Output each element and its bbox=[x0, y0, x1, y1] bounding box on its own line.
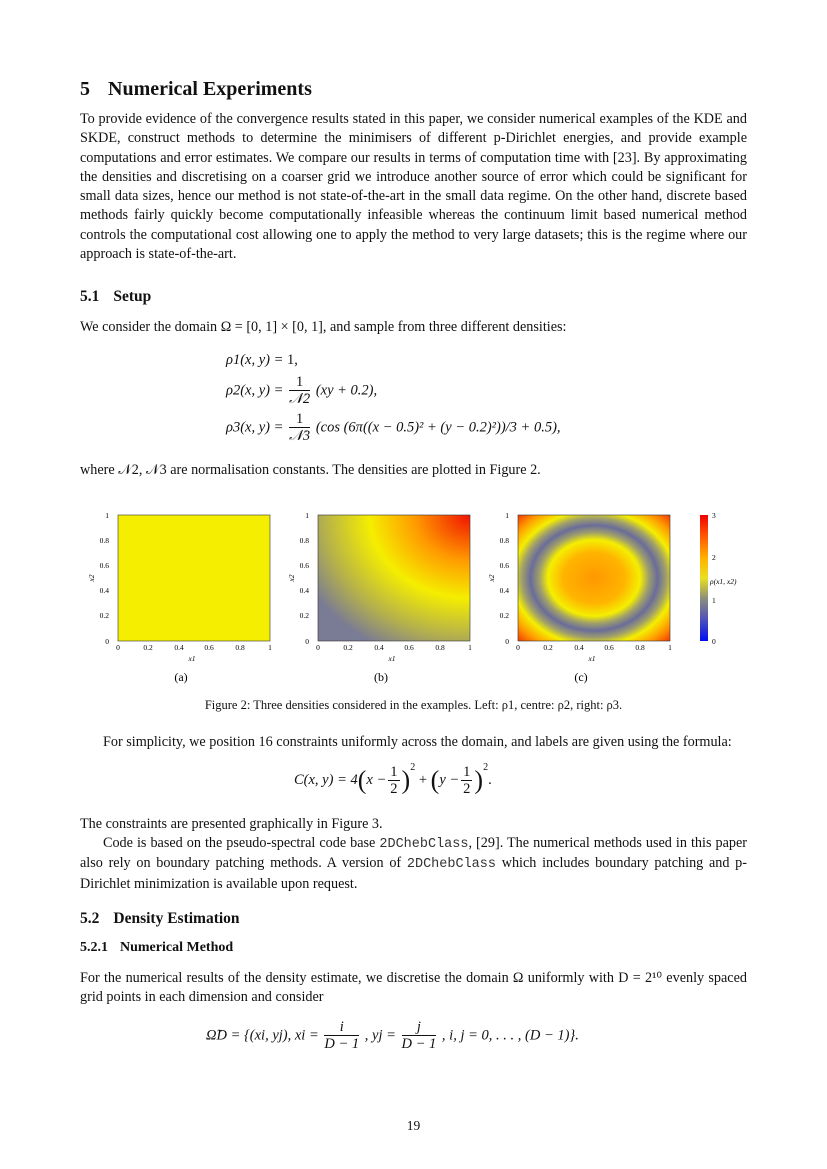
subsection-density-heading bbox=[80, 910, 240, 928]
grid-rhs: , i, j = 0, . . . , (D − 1)}. bbox=[441, 1027, 579, 1044]
a-ytick-04: 0.4 bbox=[99, 586, 109, 595]
subsection-setup-title: Setup bbox=[113, 288, 152, 305]
c-xlabel: x1 bbox=[588, 654, 596, 663]
panel-a bbox=[87, 511, 272, 684]
code-text-3: which includes boundary patching and p-Dirichlet minimization is available upon request. bbox=[80, 855, 747, 892]
b-xtick-08: 0.8 bbox=[435, 643, 445, 652]
b-xtick-0: 0 bbox=[316, 643, 320, 652]
panel-c-heatmap bbox=[518, 515, 670, 641]
method-sentence: For the numerical results of the density estimate, we discretise the domain Ω uniformly with D = 2¹⁰ evenly spaced grid points in each dimension and consider bbox=[80, 970, 747, 1006]
c-xtick-06: 0.6 bbox=[604, 643, 614, 652]
colorbar-label: ρ(x1, x2) bbox=[710, 577, 737, 586]
c-ytick-02: 0.2 bbox=[499, 611, 509, 620]
c-xtick-02: 0.2 bbox=[543, 643, 553, 652]
a-xtick-06: 0.6 bbox=[204, 643, 214, 652]
a-xtick-1: 1 bbox=[268, 643, 272, 652]
grid-frac-j-num: j bbox=[402, 1020, 437, 1036]
a-xtick-08: 0.8 bbox=[235, 643, 245, 652]
c-frac-2-den: 2 bbox=[463, 780, 471, 797]
a-xtick-02: 0.2 bbox=[143, 643, 153, 652]
c-frac-2-num: 1 bbox=[463, 763, 471, 780]
rho3-rhs: (cos (6π((x − 0.5)² + (y − 0.2)²))/3 + 0.5), bbox=[315, 419, 561, 436]
figure-2 bbox=[80, 505, 750, 690]
a-xtick-0: 0 bbox=[116, 643, 120, 652]
a-ytick-08: 0.8 bbox=[99, 536, 109, 545]
c-ytick-04: 0.4 bbox=[499, 586, 509, 595]
c-frac-1 bbox=[388, 765, 399, 797]
subsection-density-title: Density Estimation bbox=[113, 910, 240, 927]
code-text-2: , [29]. The numerical methods used in this paper also rely on boundary patching methods. A version of bbox=[80, 835, 747, 872]
b-xlabel: x1 bbox=[388, 654, 396, 663]
b-ytick-0: 0 bbox=[305, 637, 309, 646]
c-ytick-1: 1 bbox=[505, 511, 509, 520]
rho2-denominator: 𝒩2 bbox=[289, 391, 311, 407]
grid-mid: , yj = bbox=[364, 1027, 396, 1044]
b-xtick-02: 0.2 bbox=[343, 643, 353, 652]
subsection-setup-heading bbox=[80, 288, 151, 306]
intro-paragraph: To provide evidence of the convergence results stated in this paper, we consider numerical examples of the KDE and SKDE, construct methods to determine the minimisers of different p-Dirichlet energies, and provide example computations and error estimates. We compare our results in terms of computation time with [23]. By approximating the densities and discretising on a coarser grid we introduce another source of error which could be significant for small data sizes, hence our method is not state-of-the-art in the small data regime. On the other hand, discrete based methods fairly quickly become computationally infeasible whereas the continuum limit based numerical method controls the computational cost allowing one to apply the method to very large datasets; this is the regime where our approach is state-of-the-art. bbox=[80, 111, 747, 263]
colorbar-tick-1: 1 bbox=[712, 596, 716, 605]
code-name-1: 2DChebClass bbox=[379, 837, 469, 852]
b-ytick-06: 0.6 bbox=[299, 561, 309, 570]
subsubsection-method-heading bbox=[80, 940, 233, 956]
grid-lhs: Ω̃D = {(xi, yj), xi = bbox=[206, 1027, 319, 1044]
code-text-1: Code is based on the pseudo-spectral code base bbox=[103, 835, 380, 851]
code-paragraph bbox=[80, 834, 747, 894]
subfigure-label-c: (c) bbox=[574, 670, 588, 684]
section-title: Numerical Experiments bbox=[108, 78, 312, 100]
b-ytick-1: 1 bbox=[305, 511, 309, 520]
c-ytick-0: 0 bbox=[505, 637, 509, 646]
b-xtick-04: 0.4 bbox=[374, 643, 384, 652]
a-ytick-02: 0.2 bbox=[99, 611, 109, 620]
b-ytick-02: 0.2 bbox=[299, 611, 309, 620]
grid-frac-i-den: D − 1 bbox=[324, 1036, 360, 1052]
rho2-rhs: (xy + 0.2), bbox=[315, 382, 378, 399]
a-ylabel: x2 bbox=[87, 574, 96, 582]
c-ytick-06: 0.6 bbox=[499, 561, 509, 570]
subsubsection-method-number: 5.2.1 bbox=[80, 940, 108, 955]
a-xlabel: x1 bbox=[188, 654, 196, 663]
figure-caption: Figure 2: Three densities considered in the examples. Left: ρ1, centre: ρ2, right: ρ3. bbox=[204, 698, 623, 712]
rho2-equation bbox=[226, 375, 377, 407]
c-exp-2: 2 bbox=[483, 762, 489, 773]
rho2-lhs: ρ2(x, y) = bbox=[226, 382, 284, 399]
c-frac-1-den: 2 bbox=[390, 780, 398, 797]
c-exp-1: 2 bbox=[410, 762, 416, 773]
subsection-density-number: 5.2 bbox=[80, 910, 100, 927]
panel-b bbox=[287, 511, 472, 684]
rho1-lhs: ρ1(x, y) = bbox=[226, 352, 284, 368]
rho3-fraction bbox=[289, 412, 310, 444]
c-ytick-08: 0.8 bbox=[499, 536, 509, 545]
where-sentence: where 𝒩2, 𝒩3 are normalisation constants. The densities are plotted in Figure 2. bbox=[80, 462, 541, 478]
page-number: 19 bbox=[406, 1118, 421, 1133]
panel-c bbox=[487, 511, 672, 684]
c-ylabel: x2 bbox=[487, 574, 496, 582]
rho3-denominator: 𝒩3 bbox=[289, 428, 311, 444]
grid-frac-i-num: i bbox=[324, 1020, 359, 1036]
subfigure-label-a: (a) bbox=[174, 670, 188, 684]
colorbar-tick-2: 2 bbox=[712, 553, 716, 562]
rho3-lhs: ρ3(x, y) = bbox=[226, 419, 284, 436]
rho2-numerator: 1 bbox=[289, 375, 310, 391]
panel-a-heatmap bbox=[118, 515, 270, 641]
a-ytick-0: 0 bbox=[105, 637, 109, 646]
b-xtick-1: 1 bbox=[468, 643, 472, 652]
section-heading bbox=[80, 78, 312, 101]
c-xtick-0: 0 bbox=[516, 643, 520, 652]
b-ytick-04: 0.4 bbox=[299, 586, 309, 595]
grid-equation bbox=[206, 1020, 579, 1052]
c-equation: C(x, y) = 4(x − $\frac{1}{2}$ )$^2$ + (y − $\frac{1}{2}$ )$^2$. bbox=[294, 762, 492, 797]
code-name-2: 2DChebClass bbox=[406, 857, 496, 873]
b-xtick-06: 0.6 bbox=[404, 643, 414, 652]
grid-frac-j bbox=[402, 1020, 437, 1052]
panel-b-heatmap bbox=[318, 515, 470, 641]
a-ytick-1: 1 bbox=[105, 511, 109, 520]
colorbar-tick-0: 0 bbox=[712, 637, 716, 646]
setup-sentence: We consider the domain Ω = [0, 1] × [0, 1], and sample from three different densities: bbox=[80, 319, 567, 335]
colorbar bbox=[700, 511, 737, 646]
rho3-numerator: 1 bbox=[289, 412, 310, 428]
subsubsection-method-title: Numerical Method bbox=[120, 940, 234, 955]
b-ylabel: x2 bbox=[287, 574, 296, 582]
c-xtick-04: 0.4 bbox=[574, 643, 584, 652]
rho1-rhs: 1, bbox=[287, 352, 298, 368]
c-xtick-08: 0.8 bbox=[635, 643, 645, 652]
subsection-setup-number: 5.1 bbox=[80, 288, 100, 305]
colorbar-tick-3: 3 bbox=[712, 511, 716, 520]
rho1-equation bbox=[226, 352, 298, 369]
c-frac-2 bbox=[461, 765, 472, 797]
colorbar-gradient bbox=[700, 515, 708, 641]
c-lhs: C(x, y) = 4 bbox=[294, 772, 358, 788]
a-ytick-06: 0.6 bbox=[99, 561, 109, 570]
rho2-fraction bbox=[289, 375, 310, 407]
c-frac-1-num: 1 bbox=[390, 763, 398, 780]
grid-frac-j-den: D − 1 bbox=[401, 1036, 437, 1052]
rho3-equation bbox=[226, 412, 561, 444]
constraints-sentence: For simplicity, we position 16 constraints uniformly across the domain, and labels are given using the formula: bbox=[103, 734, 732, 750]
a-xtick-04: 0.4 bbox=[174, 643, 184, 652]
subfigure-label-b: (b) bbox=[374, 670, 388, 684]
grid-frac-i bbox=[324, 1020, 359, 1052]
b-ytick-08: 0.8 bbox=[299, 536, 309, 545]
c-xtick-1: 1 bbox=[668, 643, 672, 652]
constraints-figure-sentence: The constraints are presented graphically in Figure 3. bbox=[80, 816, 383, 832]
section-number: 5 bbox=[80, 78, 90, 100]
